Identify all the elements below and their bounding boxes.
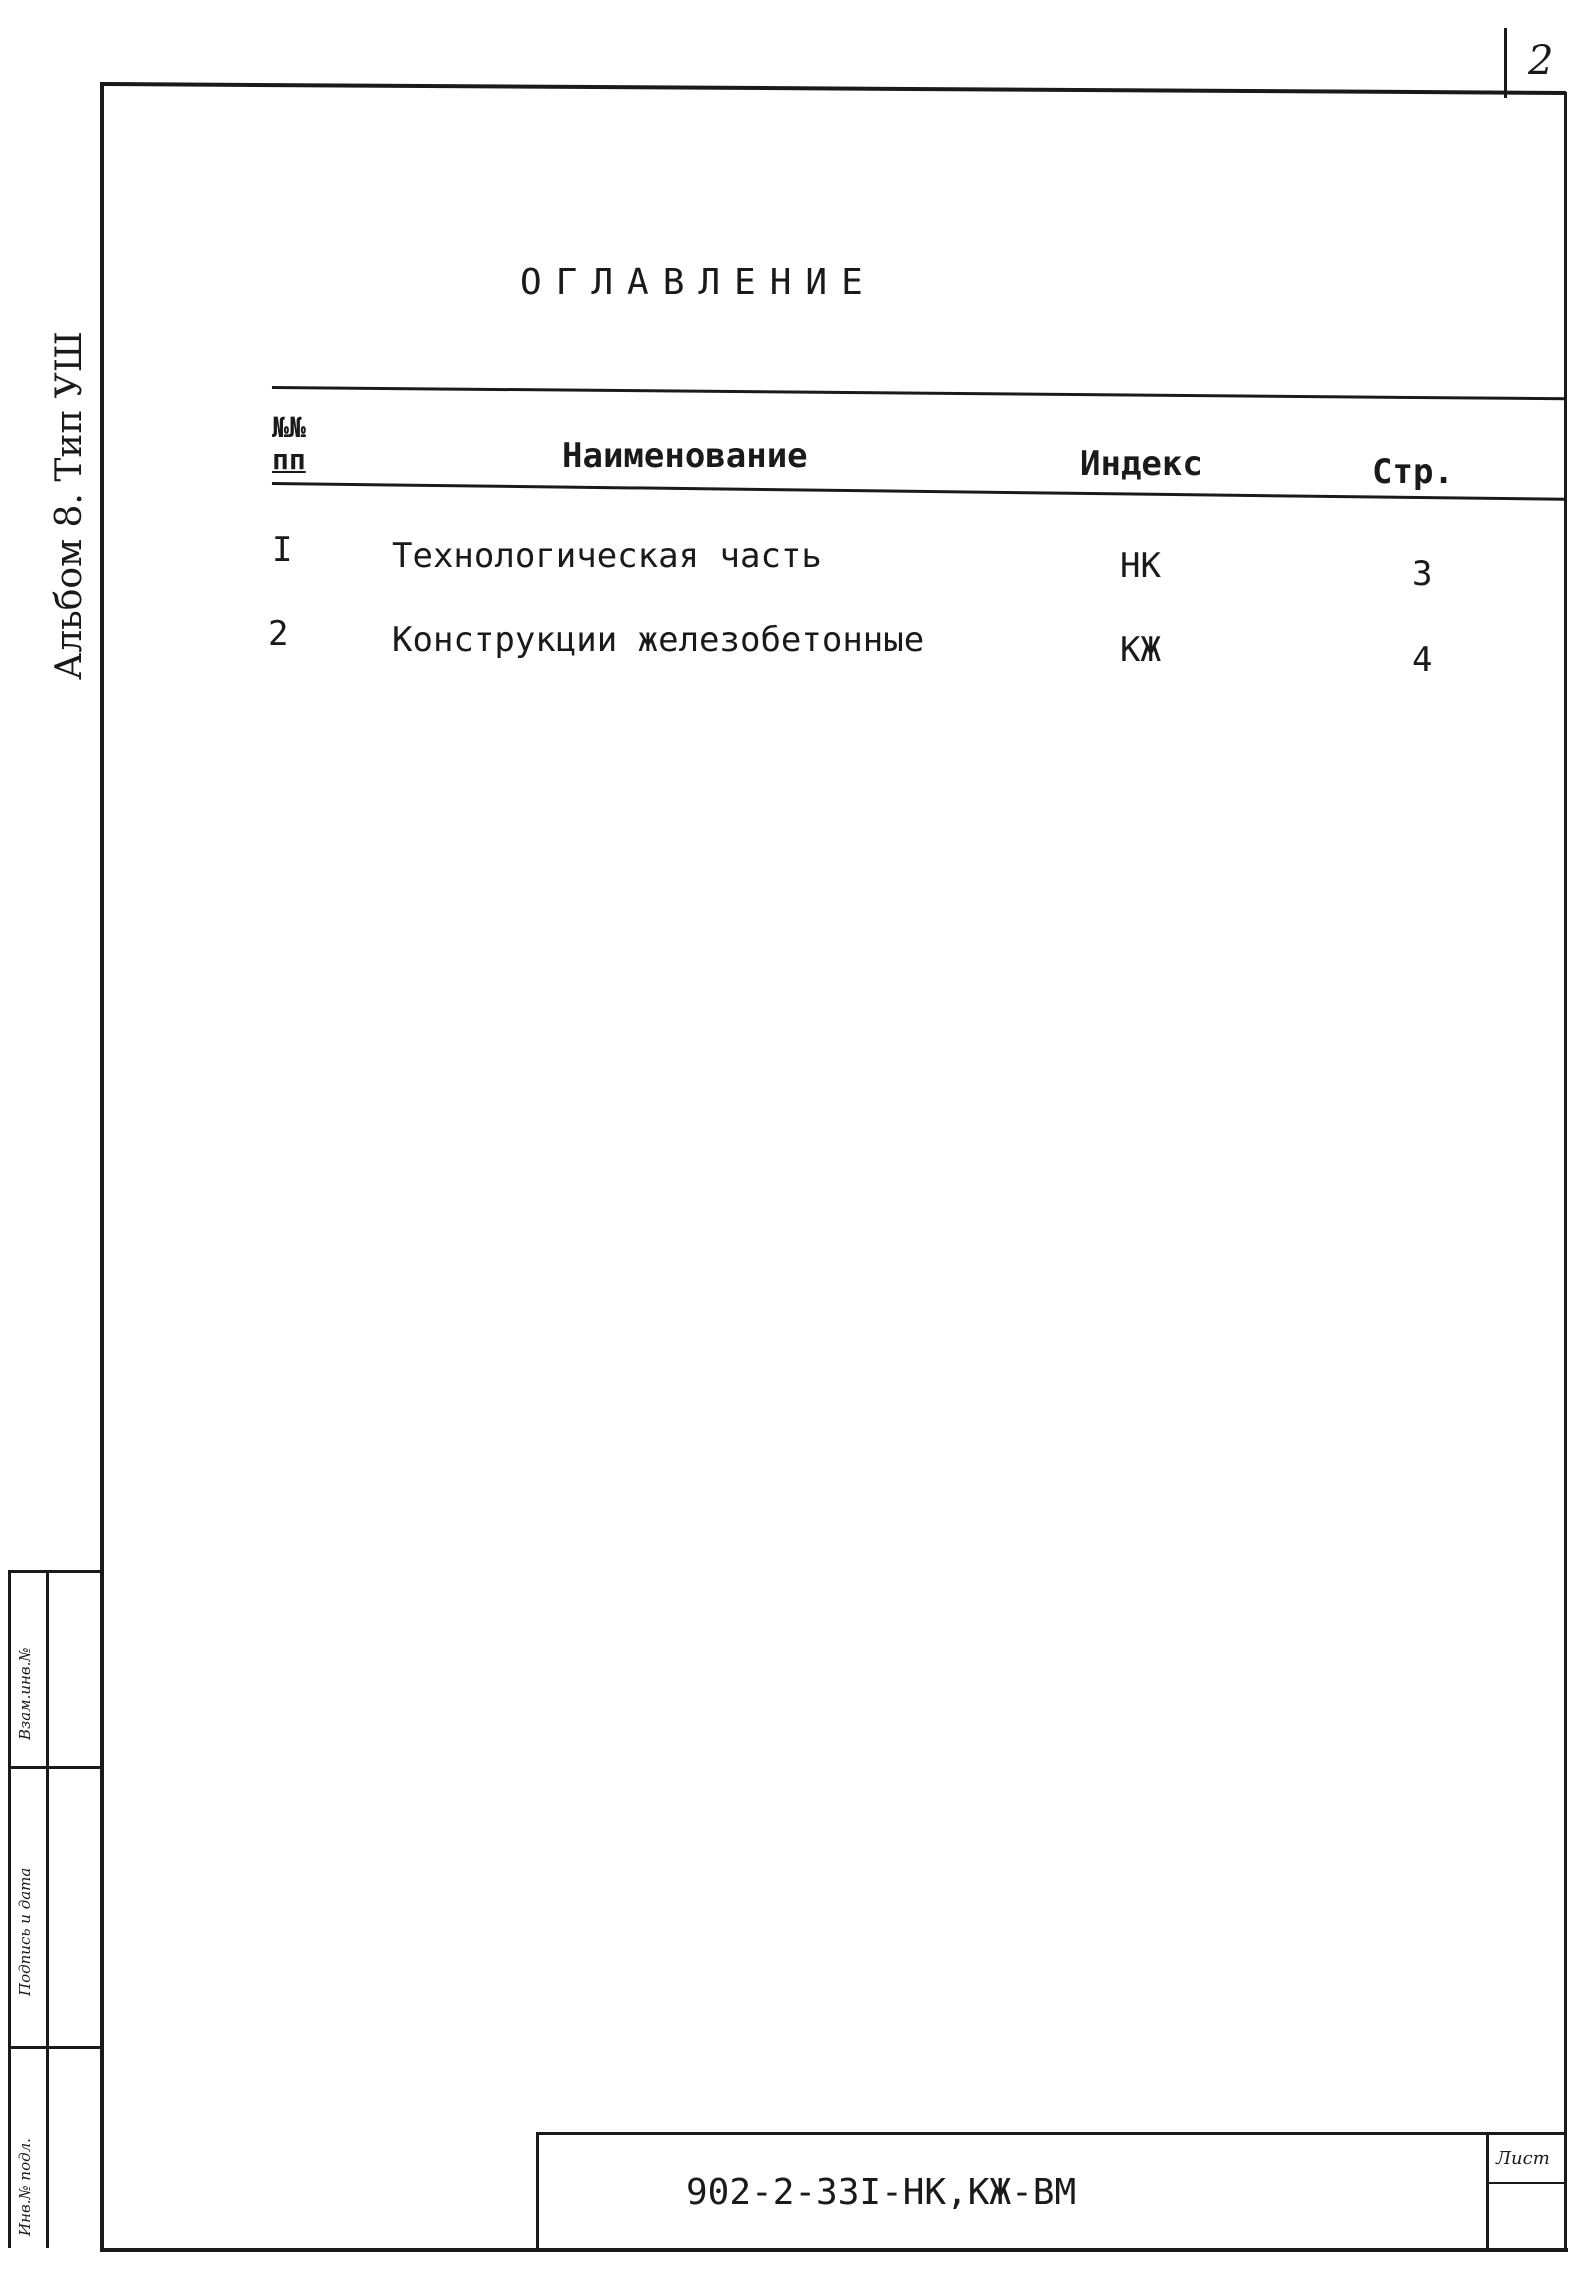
album-label: Альбом 8. Тип УШ — [49, 331, 90, 680]
header-index: Индекс — [1080, 444, 1203, 484]
frame-bottom — [100, 2248, 1568, 2252]
row-2-num: 2 — [268, 614, 289, 654]
title-block-top — [536, 2132, 1566, 2135]
table-top-rule — [272, 386, 1566, 400]
stamp-label-signature-date: Подпись и дата — [16, 1867, 34, 1996]
title-block-sheet-rule — [1486, 2182, 1566, 2184]
row-1-num: I — [272, 530, 293, 570]
header-num-line1: №№ — [272, 411, 306, 444]
title-block-sheet-divider — [1486, 2132, 1489, 2250]
row-2-index: КЖ — [1120, 630, 1161, 670]
header-page: Стр. — [1372, 452, 1454, 492]
frame-right — [1564, 92, 1567, 2252]
stamp-rule-2 — [8, 2046, 102, 2049]
document-code: 902-2-33I-НК,КЖ-ВМ — [686, 2172, 1077, 2213]
stamp-label-orig-inv: Инв.№ подл. — [16, 2138, 34, 2236]
page-number: 2 — [1528, 38, 1554, 84]
row-1-name: Технологическая часть — [392, 536, 822, 576]
sheet-label: Лист — [1496, 2148, 1550, 2169]
page-number-divider — [1504, 28, 1507, 98]
stamp-rule-1 — [8, 1766, 102, 1769]
title-block-left — [536, 2132, 539, 2250]
stamp-left-edge — [8, 1570, 11, 2248]
row-1-index: НК — [1120, 546, 1161, 586]
side-label-area — [40, 331, 100, 680]
header-name: Наименование — [562, 436, 808, 476]
header-num-line2: пп — [272, 443, 306, 476]
row-2-page: 4 — [1412, 640, 1433, 680]
frame-left — [100, 82, 104, 2250]
row-2-name: Конструкции железобетонные — [392, 620, 925, 660]
page-title: ОГЛАВЛЕНИЕ — [520, 262, 877, 303]
frame-top — [100, 82, 1566, 95]
stamp-inner-edge — [46, 1570, 49, 2248]
row-1-page: 3 — [1412, 554, 1433, 594]
stamp-top-rule — [8, 1570, 102, 1573]
stamp-label-replace-inv: Взам.инв.№ — [16, 1647, 34, 1740]
header-num — [272, 412, 306, 476]
